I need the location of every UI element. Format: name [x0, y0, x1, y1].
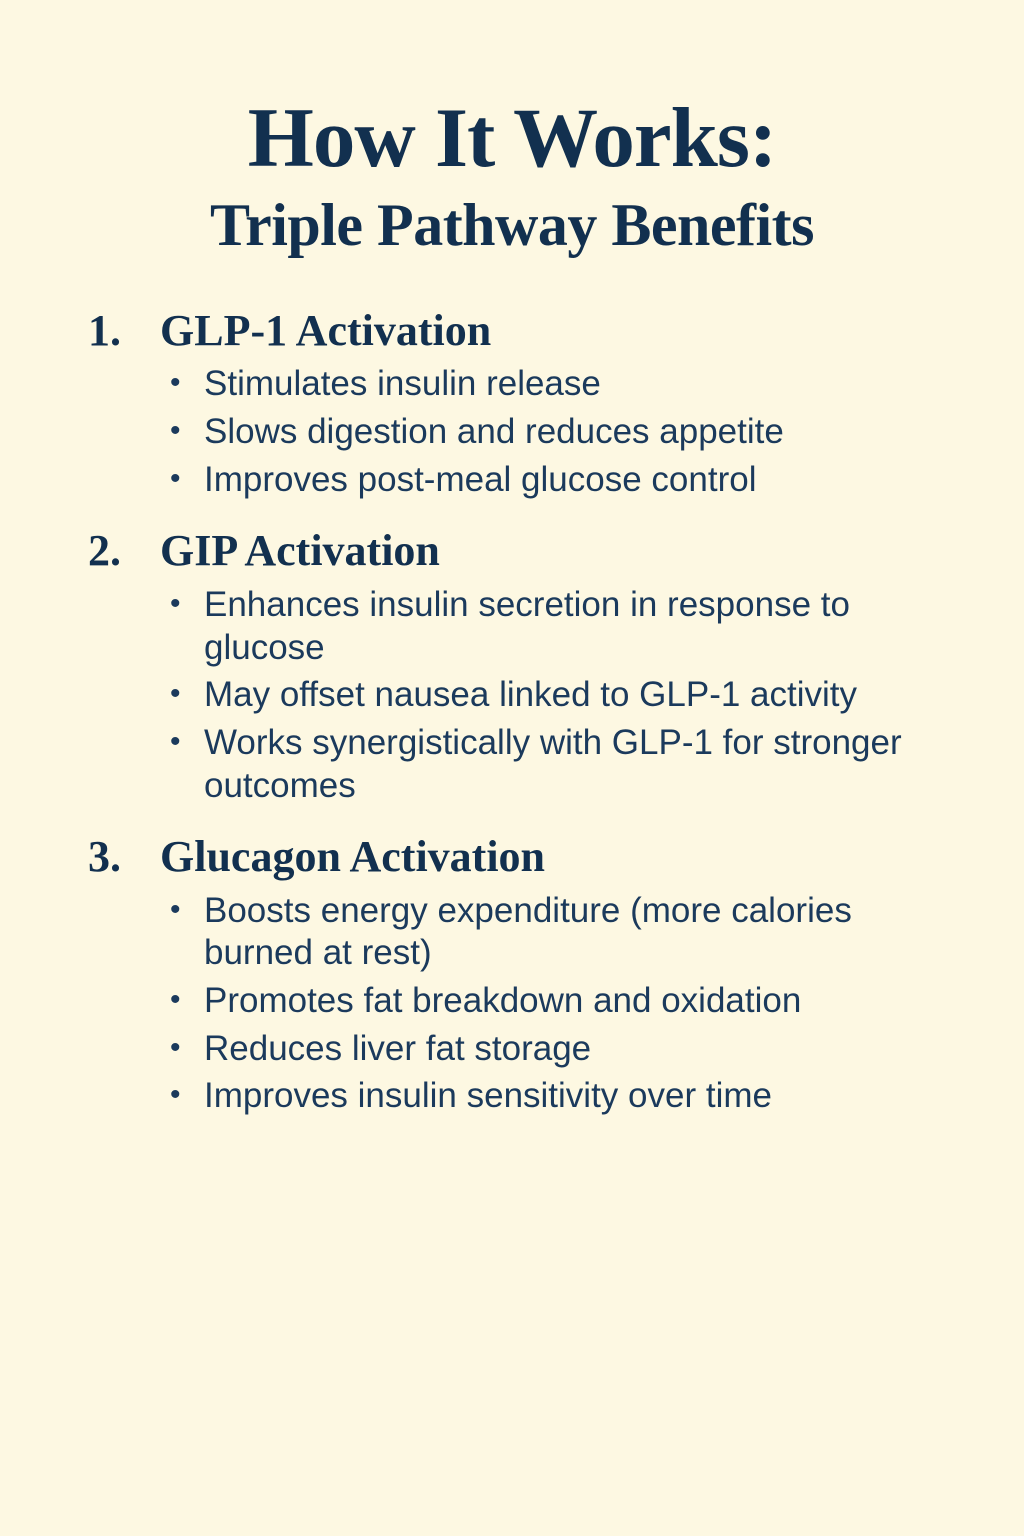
- section-gip: [88, 527, 944, 807]
- section-title: GLP-1 Activation: [160, 306, 492, 355]
- bullet-dot-icon: •: [170, 586, 181, 620]
- list-item: [166, 1028, 944, 1071]
- section-number: 2.: [88, 526, 121, 576]
- list-item: [166, 722, 944, 807]
- section-number: 1.: [88, 306, 121, 355]
- list-item: [166, 890, 944, 975]
- list-item-label: Works synergistically with GLP-1 for stronger outcomes: [204, 722, 902, 805]
- sections-list: [60, 307, 964, 1118]
- list-item-label: Improves insulin sensitivity over time: [204, 1076, 772, 1116]
- page-subtitle: Triple Pathway Benefits: [210, 192, 814, 258]
- section-heading: [88, 527, 944, 575]
- list-item: [166, 980, 944, 1023]
- list-item: [166, 674, 944, 717]
- section-title: Glucagon Activation: [160, 832, 546, 882]
- list-item-label: Improves post-meal glucose control: [204, 459, 757, 499]
- list-item: [166, 363, 944, 406]
- list-item-label: May offset nausea linked to GLP-1 activity: [204, 675, 858, 715]
- list-item: [166, 584, 944, 669]
- section-glucagon: [88, 833, 944, 1118]
- list-item: [166, 1075, 944, 1118]
- list-item-label: Reduces liver fat storage: [204, 1028, 592, 1068]
- list-item: [166, 411, 944, 454]
- list-item-label: Boosts energy expenditure (more calories burned at rest): [204, 890, 852, 973]
- title-block: [60, 91, 964, 258]
- bullet-dot-icon: •: [170, 892, 181, 926]
- bullet-dot-icon: •: [170, 461, 181, 495]
- bullet-dot-icon: •: [170, 983, 181, 1017]
- list-item: [166, 459, 944, 502]
- section-bullets: [88, 363, 944, 501]
- page-title: How It Works:: [247, 91, 777, 185]
- list-item-label: Stimulates insulin release: [204, 364, 601, 404]
- bullet-dot-icon: •: [170, 366, 181, 400]
- list-item-label: Promotes fat breakdown and oxidation: [204, 981, 802, 1021]
- bullet-dot-icon: •: [170, 414, 181, 448]
- section-heading: [88, 833, 944, 881]
- bullet-dot-icon: •: [170, 1030, 181, 1064]
- bullet-dot-icon: •: [170, 724, 181, 758]
- section-title: GIP Activation: [160, 526, 440, 576]
- list-item-label: Enhances insulin secretion in response to glucose: [204, 584, 850, 667]
- section-number: 3.: [88, 832, 121, 882]
- bullet-dot-icon: •: [170, 1078, 181, 1112]
- section-bullets: [88, 890, 944, 1118]
- bullet-dot-icon: •: [170, 677, 181, 711]
- section-glp1: [88, 307, 944, 501]
- list-item-label: Slows digestion and reduces appetite: [204, 412, 784, 452]
- section-heading: [88, 307, 944, 355]
- section-bullets: [88, 584, 944, 807]
